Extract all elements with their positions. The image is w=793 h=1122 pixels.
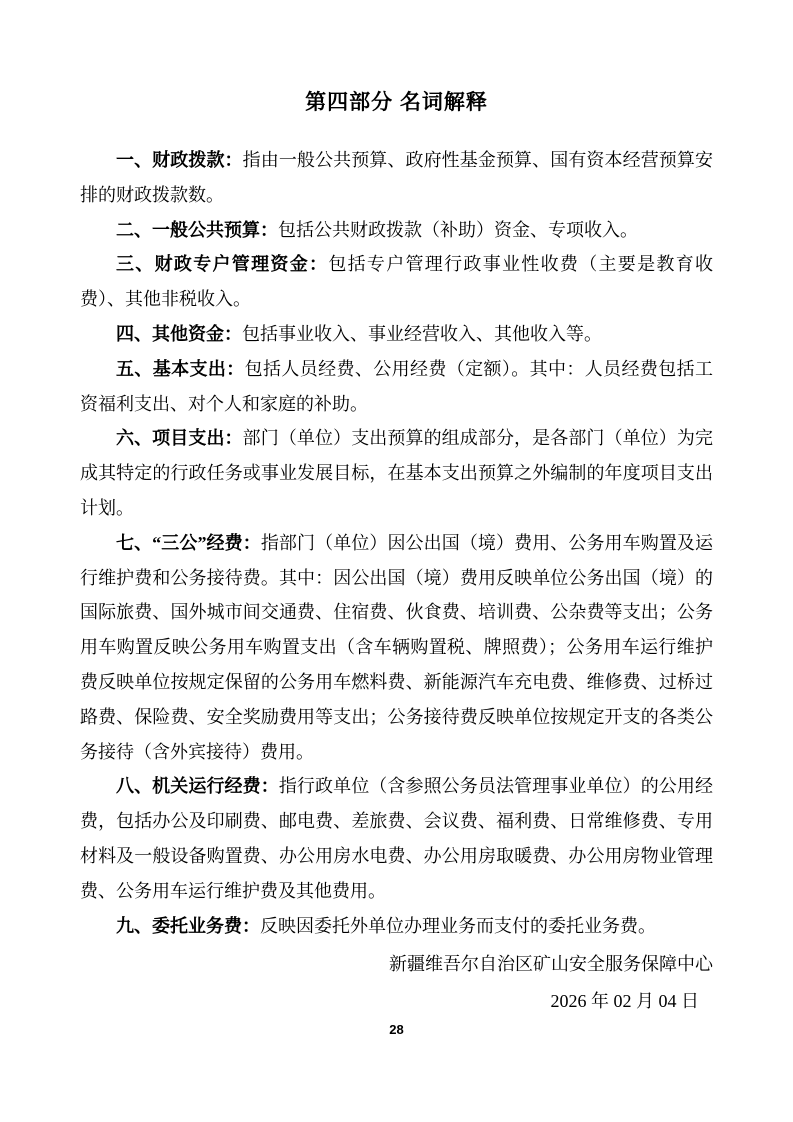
term-definition: 部门（单位）支出预算的组成部分，是各部门（单位）为完成其特定的行政任务或事业发展目标，在基本支出预算之外编制的年度项目支出计划。 <box>80 428 713 518</box>
term-label: 七、“三公”经费： <box>116 532 261 553</box>
glossary-paragraph <box>80 213 713 248</box>
term-label: 四、其他资金： <box>116 323 242 344</box>
glossary-paragraph <box>80 143 713 213</box>
term-definition: 指行政单位（含参照公务员法管理事业单位）的公用经费，包括办公及印刷费、邮电费、差旅费、会议费、福利费、日常维修费、专用材料及一般设备购置费、办公用房水电费、办公用房取暖费、办公用房物业管理费、公务用车运行维护费及其他费用。 <box>80 776 713 901</box>
term-definition: 包括公共财政拨款（补助）资金、专项收入。 <box>278 219 638 240</box>
term-definition: 包括事业收入、事业经营收入、其他收入等。 <box>242 323 602 344</box>
glossary-paragraph <box>80 317 713 352</box>
term-label: 九、委托业务费： <box>116 915 260 936</box>
glossary-paragraph <box>80 421 713 525</box>
signature-date: 2026 年 02 月 04 日 <box>550 991 699 1012</box>
term-label: 三、财政专户管理资金： <box>116 254 329 275</box>
glossary-paragraph <box>80 769 713 908</box>
term-label: 一、财政拨款： <box>116 150 243 170</box>
term-definition: 反映因委托外单位办理业务而支付的委托业务费。 <box>260 915 656 936</box>
term-definition: 包括人员经费、公用经费（定额）。其中：人员经费包括工资福利支出、对个人和家庭的补助。 <box>80 358 713 414</box>
term-label: 二、一般公共预算： <box>116 219 278 240</box>
page-number: 28 <box>389 1022 404 1037</box>
glossary-paragraph <box>80 352 713 422</box>
term-label: 八、机关运行经费： <box>116 776 279 797</box>
term-definition: 指由一般公共预算、政府性基金预算、国有资本经营预算安排的财政拨款数。 <box>80 150 713 205</box>
glossary-paragraph <box>80 247 713 317</box>
term-label: 五、基本支出： <box>116 358 245 379</box>
glossary-paragraph <box>80 526 713 770</box>
term-label: 六、项目支出： <box>116 428 243 449</box>
signature-org: 新疆维吾尔自治区矿山安全服务保障中心 <box>389 954 713 975</box>
term-definition: 包括专户管理行政事业性收费（主要是教育收费）、其他非税收入。 <box>80 254 714 310</box>
section-title: 第四部分 名词解释 <box>305 91 488 114</box>
term-definition: 指部门（单位）因公出国（境）费用、公务用车购置及运行维护费和公务接待费。其中：因公出国（境）费用反映单位公务出国（境）的国际旅费、国外城市间交通费、住宿费、伙食费、培训费、公杂费等支出；公务用车购置反映公务用车购置支出（含车辆购置税、牌照费）；公务用车运行维护费反映单位按规定保留的公务用车燃料费、新能源汽车充电费、维修费、过桥过路费、保险费、安全奖励费用等支出；公务接待费反映单位按规定开支的各类公务接待（含外宾接待）费用。 <box>80 532 714 762</box>
glossary-paragraph <box>80 909 713 944</box>
